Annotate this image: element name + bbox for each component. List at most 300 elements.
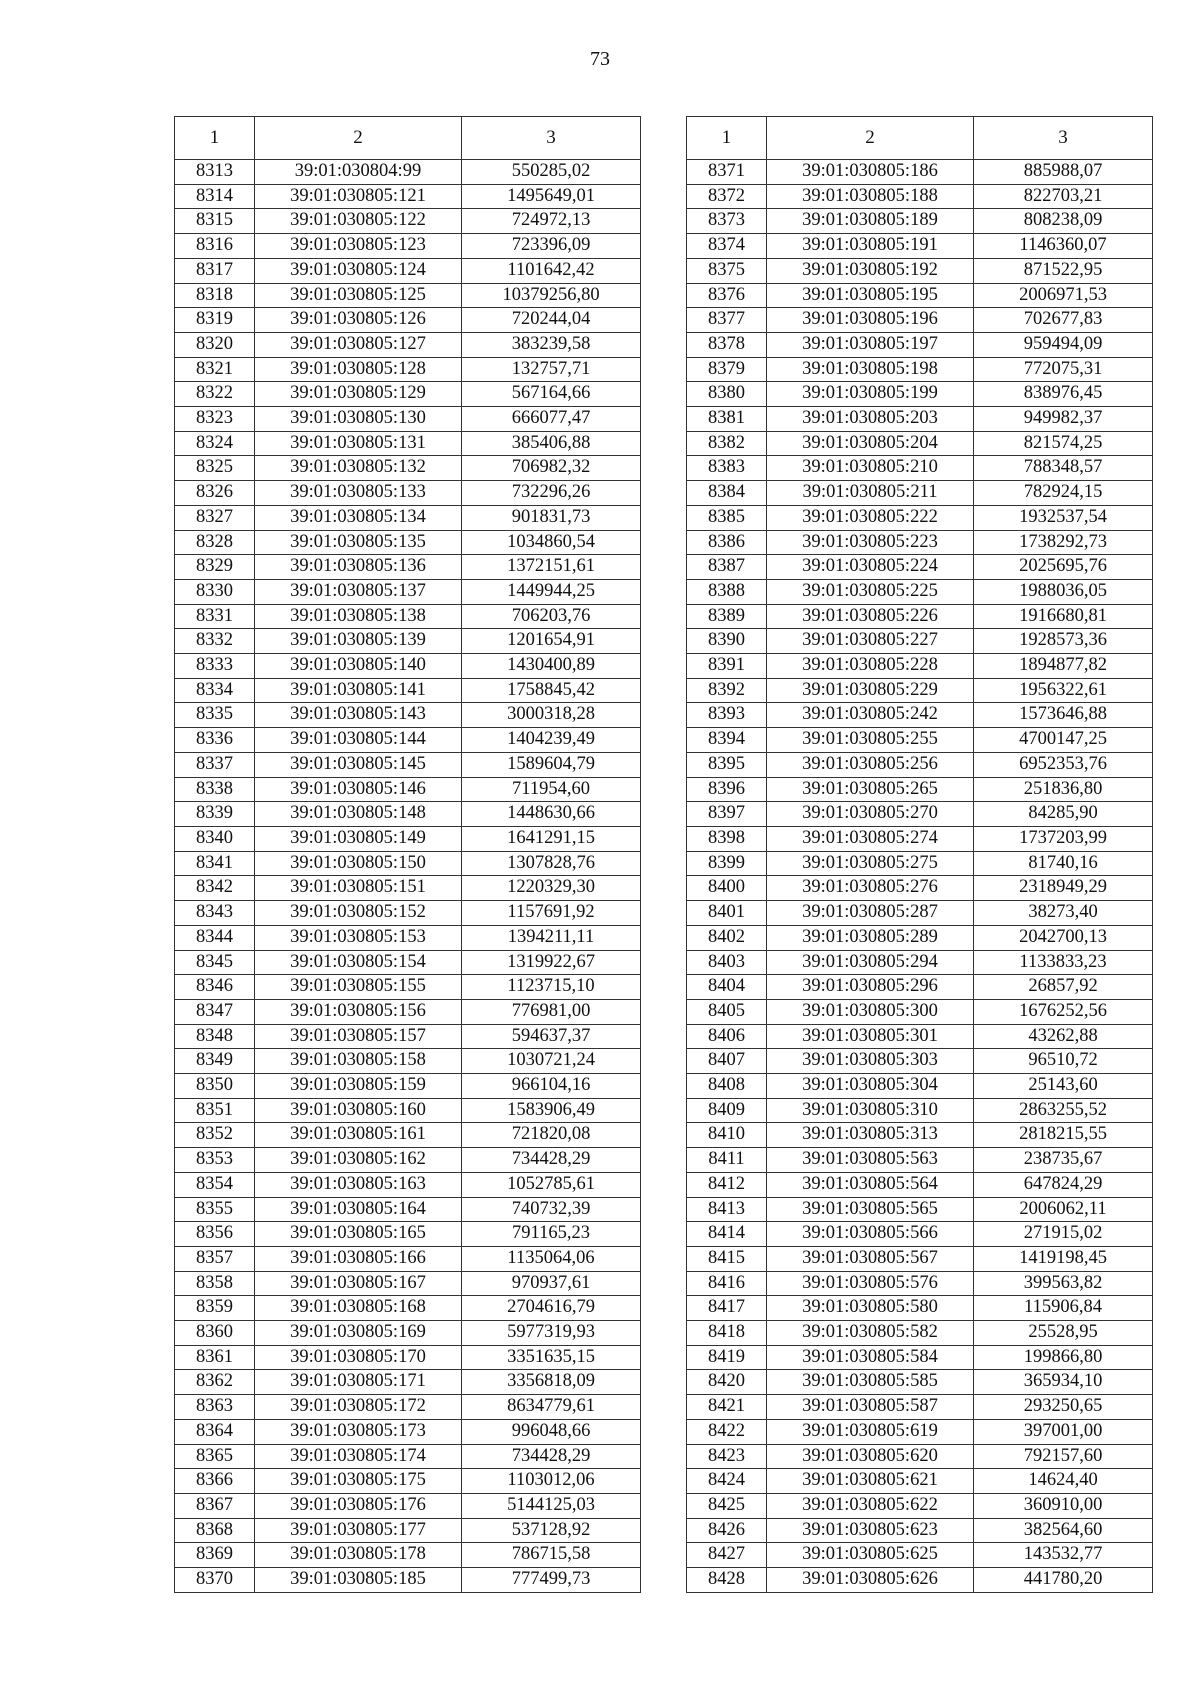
value-cell: 1372151,61: [462, 555, 641, 580]
table-row: [687, 283, 1153, 308]
value-cell: 26857,92: [974, 975, 1153, 1000]
table-row: [687, 802, 1153, 827]
cadastral-number-cell: 39:01:030805:274: [767, 826, 974, 851]
value-cell: 132757,71: [462, 357, 641, 382]
table-row: [175, 654, 641, 679]
cadastral-number-cell: 39:01:030805:265: [767, 777, 974, 802]
row-number-cell: 8333: [175, 654, 255, 679]
cadastral-number-cell: 39:01:030805:198: [767, 357, 974, 382]
table-row: [175, 431, 641, 456]
cadastral-number-cell: 39:01:030805:227: [767, 629, 974, 654]
cadastral-number-cell: 39:01:030805:197: [767, 332, 974, 357]
cadastral-number-cell: 39:01:030805:133: [255, 481, 462, 506]
value-cell: 808238,09: [974, 209, 1153, 234]
value-cell: 96510,72: [974, 1049, 1153, 1074]
table-row: [175, 579, 641, 604]
value-cell: 1101642,42: [462, 258, 641, 283]
table-row: [687, 357, 1153, 382]
value-cell: 706982,32: [462, 456, 641, 481]
cadastral-number-cell: 39:01:030805:621: [767, 1469, 974, 1494]
cadastral-number-cell: 39:01:030805:275: [767, 851, 974, 876]
value-cell: 772075,31: [974, 357, 1153, 382]
row-number-cell: 8349: [175, 1049, 255, 1074]
row-number-cell: 8410: [687, 1123, 767, 1148]
value-cell: 1988036,05: [974, 579, 1153, 604]
table-row: [175, 901, 641, 926]
table-row: [175, 629, 641, 654]
table-row: [175, 950, 641, 975]
cadastral-number-cell: 39:01:030805:584: [767, 1345, 974, 1370]
row-number-cell: 8373: [687, 209, 767, 234]
value-cell: 5977319,93: [462, 1321, 641, 1346]
value-cell: 1676252,56: [974, 999, 1153, 1024]
value-cell: 666077,47: [462, 407, 641, 432]
table-row: [175, 283, 641, 308]
cadastral-number-cell: 39:01:030805:229: [767, 678, 974, 703]
table-row: [175, 555, 641, 580]
cadastral-number-cell: 39:01:030805:153: [255, 925, 462, 950]
cadastral-number-cell: 39:01:030805:164: [255, 1197, 462, 1222]
value-cell: 115906,84: [974, 1296, 1153, 1321]
cadastral-number-cell: 39:01:030805:131: [255, 431, 462, 456]
row-number-cell: 8318: [175, 283, 255, 308]
cadastral-number-cell: 39:01:030805:146: [255, 777, 462, 802]
row-number-cell: 8364: [175, 1419, 255, 1444]
right-table-body: [687, 160, 1153, 1593]
cadastral-number-cell: 39:01:030805:134: [255, 505, 462, 530]
cadastral-number-cell: 39:01:030805:196: [767, 308, 974, 333]
cadastral-number-cell: 39:01:030805:225: [767, 579, 974, 604]
table-row: [175, 1518, 641, 1543]
row-number-cell: 8322: [175, 382, 255, 407]
cadastral-number-cell: 39:01:030805:126: [255, 308, 462, 333]
value-cell: 1133833,23: [974, 950, 1153, 975]
value-cell: 1034860,54: [462, 530, 641, 555]
cadastral-number-cell: 39:01:030805:619: [767, 1419, 974, 1444]
table-row: [687, 851, 1153, 876]
row-number-cell: 8389: [687, 604, 767, 629]
column-header-1: 1: [687, 117, 767, 160]
cadastral-number-cell: 39:01:030805:222: [767, 505, 974, 530]
value-cell: 792157,60: [974, 1444, 1153, 1469]
table-row: [687, 1296, 1153, 1321]
cadastral-number-cell: 39:01:030805:625: [767, 1543, 974, 1568]
table-row: [175, 505, 641, 530]
row-number-cell: 8340: [175, 826, 255, 851]
table-row: [687, 678, 1153, 703]
table-row: [687, 752, 1153, 777]
cadastral-number-cell: 39:01:030805:296: [767, 975, 974, 1000]
row-number-cell: 8407: [687, 1049, 767, 1074]
row-number-cell: 8348: [175, 1024, 255, 1049]
value-cell: 901831,73: [462, 505, 641, 530]
table-row: [687, 728, 1153, 753]
table-row: [687, 1222, 1153, 1247]
table-row: [175, 357, 641, 382]
row-number-cell: 8313: [175, 160, 255, 185]
table-row: [175, 258, 641, 283]
row-number-cell: 8316: [175, 234, 255, 259]
value-cell: 791165,23: [462, 1222, 641, 1247]
value-cell: 1932537,54: [974, 505, 1153, 530]
table-row: [175, 703, 641, 728]
row-number-cell: 8339: [175, 802, 255, 827]
table-row: [687, 530, 1153, 555]
row-number-cell: 8324: [175, 431, 255, 456]
row-number-cell: 8409: [687, 1098, 767, 1123]
cadastral-number-cell: 39:01:030805:186: [767, 160, 974, 185]
row-number-cell: 8400: [687, 876, 767, 901]
row-number-cell: 8392: [687, 678, 767, 703]
cadastral-number-cell: 39:01:030805:144: [255, 728, 462, 753]
cadastral-number-cell: 39:01:030805:242: [767, 703, 974, 728]
row-number-cell: 8338: [175, 777, 255, 802]
cadastral-number-cell: 39:01:030805:140: [255, 654, 462, 679]
row-number-cell: 8353: [175, 1148, 255, 1173]
value-cell: 2025695,76: [974, 555, 1153, 580]
table-row: [175, 999, 641, 1024]
value-cell: 25143,60: [974, 1074, 1153, 1099]
value-cell: 1307828,76: [462, 851, 641, 876]
value-cell: 1220329,30: [462, 876, 641, 901]
table-row: [175, 382, 641, 407]
cadastral-number-cell: 39:01:030805:148: [255, 802, 462, 827]
value-cell: 10379256,80: [462, 283, 641, 308]
table-row: [175, 1296, 641, 1321]
value-cell: 1157691,92: [462, 901, 641, 926]
column-header-2: 2: [255, 117, 462, 160]
value-cell: 1738292,73: [974, 530, 1153, 555]
value-cell: 822703,21: [974, 184, 1153, 209]
row-number-cell: 8371: [687, 160, 767, 185]
table-row: [687, 481, 1153, 506]
value-cell: 3351635,15: [462, 1345, 641, 1370]
table-row: [687, 1123, 1153, 1148]
value-cell: 8634779,61: [462, 1395, 641, 1420]
table-row: [175, 209, 641, 234]
row-number-cell: 8417: [687, 1296, 767, 1321]
table-row: [175, 1222, 641, 1247]
cadastral-number-cell: 39:01:030805:313: [767, 1123, 974, 1148]
value-cell: 1135064,06: [462, 1246, 641, 1271]
row-number-cell: 8378: [687, 332, 767, 357]
row-number-cell: 8337: [175, 752, 255, 777]
row-number-cell: 8399: [687, 851, 767, 876]
row-number-cell: 8411: [687, 1148, 767, 1173]
table-row: [687, 1469, 1153, 1494]
value-cell: 996048,66: [462, 1419, 641, 1444]
table-row: [175, 1246, 641, 1271]
value-cell: 1030721,24: [462, 1049, 641, 1074]
row-number-cell: 8387: [687, 555, 767, 580]
value-cell: 1495649,01: [462, 184, 641, 209]
value-cell: 734428,29: [462, 1148, 641, 1173]
table-row: [687, 308, 1153, 333]
table-row: [687, 1049, 1153, 1074]
table-row: [175, 1543, 641, 1568]
value-cell: 1394211,11: [462, 925, 641, 950]
table-row: [687, 579, 1153, 604]
table-row: [175, 1493, 641, 1518]
cadastral-number-cell: 39:01:030805:185: [255, 1568, 462, 1593]
table-row: [687, 234, 1153, 259]
row-number-cell: 8355: [175, 1197, 255, 1222]
table-row: [687, 950, 1153, 975]
value-cell: 14624,40: [974, 1469, 1153, 1494]
cadastral-number-cell: 39:01:030805:203: [767, 407, 974, 432]
value-cell: 777499,73: [462, 1568, 641, 1593]
row-number-cell: 8358: [175, 1271, 255, 1296]
table-row: [687, 456, 1153, 481]
table-row: [687, 1074, 1153, 1099]
value-cell: 702677,83: [974, 308, 1153, 333]
cadastral-number-cell: 39:01:030805:204: [767, 431, 974, 456]
table-row: [175, 728, 641, 753]
table-row: [687, 975, 1153, 1000]
value-cell: 1737203,99: [974, 826, 1153, 851]
table-row: [175, 1345, 641, 1370]
value-cell: 1430400,89: [462, 654, 641, 679]
cadastral-number-cell: 39:01:030805:177: [255, 1518, 462, 1543]
header-row: [175, 117, 641, 160]
cadastral-number-cell: 39:01:030805:566: [767, 1222, 974, 1247]
value-cell: 1916680,81: [974, 604, 1153, 629]
value-cell: 1758845,42: [462, 678, 641, 703]
table-row: [687, 876, 1153, 901]
row-number-cell: 8383: [687, 456, 767, 481]
row-number-cell: 8390: [687, 629, 767, 654]
cadastral-number-cell: 39:01:030805:188: [767, 184, 974, 209]
value-cell: 385406,88: [462, 431, 641, 456]
value-cell: 3356818,09: [462, 1370, 641, 1395]
row-number-cell: 8386: [687, 530, 767, 555]
table-row: [687, 431, 1153, 456]
row-number-cell: 8413: [687, 1197, 767, 1222]
row-number-cell: 8379: [687, 357, 767, 382]
cadastral-number-cell: 39:01:030805:173: [255, 1419, 462, 1444]
value-cell: 38273,40: [974, 901, 1153, 926]
cadastral-number-cell: 39:01:030805:580: [767, 1296, 974, 1321]
value-cell: 1052785,61: [462, 1172, 641, 1197]
value-cell: 871522,95: [974, 258, 1153, 283]
table-row: [175, 851, 641, 876]
table-row: [175, 1568, 641, 1593]
table-row: [175, 1271, 641, 1296]
value-cell: 199866,80: [974, 1345, 1153, 1370]
table-row: [175, 876, 641, 901]
cadastral-number-cell: 39:01:030805:155: [255, 975, 462, 1000]
cadastral-number-cell: 39:01:030805:563: [767, 1148, 974, 1173]
cadastral-number-cell: 39:01:030805:211: [767, 481, 974, 506]
row-number-cell: 8391: [687, 654, 767, 679]
cadastral-number-cell: 39:01:030805:170: [255, 1345, 462, 1370]
table-row: [687, 777, 1153, 802]
cadastral-number-cell: 39:01:030805:125: [255, 283, 462, 308]
cadastral-number-cell: 39:01:030805:130: [255, 407, 462, 432]
row-number-cell: 8360: [175, 1321, 255, 1346]
row-number-cell: 8323: [175, 407, 255, 432]
table-row: [687, 160, 1153, 185]
row-number-cell: 8362: [175, 1370, 255, 1395]
value-cell: 399563,82: [974, 1271, 1153, 1296]
row-number-cell: 8346: [175, 975, 255, 1000]
cadastral-number-cell: 39:01:030805:158: [255, 1049, 462, 1074]
table-row: [687, 1568, 1153, 1593]
table-row: [687, 1493, 1153, 1518]
cadastral-number-cell: 39:01:030805:122: [255, 209, 462, 234]
value-cell: 441780,20: [974, 1568, 1153, 1593]
value-cell: 1894877,82: [974, 654, 1153, 679]
value-cell: 724972,13: [462, 209, 641, 234]
row-number-cell: 8343: [175, 901, 255, 926]
value-cell: 723396,09: [462, 234, 641, 259]
value-cell: 6952353,76: [974, 752, 1153, 777]
value-cell: 732296,26: [462, 481, 641, 506]
table-row: [687, 1345, 1153, 1370]
value-cell: 365934,10: [974, 1370, 1153, 1395]
table-row: [175, 184, 641, 209]
table-row: [175, 1098, 641, 1123]
table-row: [175, 975, 641, 1000]
table-row: [175, 802, 641, 827]
cadastral-number-cell: 39:01:030805:160: [255, 1098, 462, 1123]
value-cell: 786715,58: [462, 1543, 641, 1568]
cadastral-number-cell: 39:01:030805:157: [255, 1024, 462, 1049]
value-cell: 711954,60: [462, 777, 641, 802]
row-number-cell: 8402: [687, 925, 767, 950]
value-cell: 2006971,53: [974, 283, 1153, 308]
row-number-cell: 8420: [687, 1370, 767, 1395]
cadastral-number-cell: 39:01:030805:192: [767, 258, 974, 283]
value-cell: 1201654,91: [462, 629, 641, 654]
value-cell: 360910,00: [974, 1493, 1153, 1518]
cadastral-number-cell: 39:01:030805:178: [255, 1543, 462, 1568]
value-cell: 397001,00: [974, 1419, 1153, 1444]
cadastral-number-cell: 39:01:030805:123: [255, 234, 462, 259]
value-cell: 5144125,03: [462, 1493, 641, 1518]
cadastral-number-cell: 39:01:030805:287: [767, 901, 974, 926]
row-number-cell: 8365: [175, 1444, 255, 1469]
row-number-cell: 8317: [175, 258, 255, 283]
value-cell: 1419198,45: [974, 1246, 1153, 1271]
cadastral-number-cell: 39:01:030805:124: [255, 258, 462, 283]
value-cell: 84285,90: [974, 802, 1153, 827]
table-row: [687, 407, 1153, 432]
row-number-cell: 8326: [175, 481, 255, 506]
cadastral-number-cell: 39:01:030805:135: [255, 530, 462, 555]
cadastral-number-cell: 39:01:030805:620: [767, 1444, 974, 1469]
value-cell: 2704616,79: [462, 1296, 641, 1321]
cadastral-number-cell: 39:01:030805:195: [767, 283, 974, 308]
cadastral-number-cell: 39:01:030805:226: [767, 604, 974, 629]
cadastral-number-cell: 39:01:030805:169: [255, 1321, 462, 1346]
table-row: [175, 1419, 641, 1444]
value-cell: 721820,08: [462, 1123, 641, 1148]
value-cell: 251836,80: [974, 777, 1153, 802]
row-number-cell: 8367: [175, 1493, 255, 1518]
cadastral-number-cell: 39:01:030805:168: [255, 1296, 462, 1321]
table-row: [175, 1469, 641, 1494]
row-number-cell: 8357: [175, 1246, 255, 1271]
column-header-3: 3: [974, 117, 1153, 160]
table-row: [687, 901, 1153, 926]
cadastral-number-cell: 39:01:030805:626: [767, 1568, 974, 1593]
value-cell: 1103012,06: [462, 1469, 641, 1494]
table-row: [687, 1172, 1153, 1197]
row-number-cell: 8332: [175, 629, 255, 654]
cadastral-number-cell: 39:01:030805:159: [255, 1074, 462, 1099]
row-number-cell: 8319: [175, 308, 255, 333]
row-number-cell: 8341: [175, 851, 255, 876]
page-number: 73: [590, 48, 610, 70]
row-number-cell: 8344: [175, 925, 255, 950]
cadastral-number-cell: 39:01:030805:303: [767, 1049, 974, 1074]
table-row: [687, 1321, 1153, 1346]
row-number-cell: 8321: [175, 357, 255, 382]
cadastral-number-cell: 39:01:030805:162: [255, 1148, 462, 1173]
value-cell: 970937,61: [462, 1271, 641, 1296]
value-cell: 706203,76: [462, 604, 641, 629]
cadastral-number-cell: 39:01:030805:622: [767, 1493, 974, 1518]
cadastral-number-cell: 39:01:030805:176: [255, 1493, 462, 1518]
value-cell: 4700147,25: [974, 728, 1153, 753]
table-row: [687, 1518, 1153, 1543]
cadastral-number-cell: 39:01:030805:139: [255, 629, 462, 654]
row-number-cell: 8426: [687, 1518, 767, 1543]
table-row: [175, 777, 641, 802]
table-row: [687, 1246, 1153, 1271]
row-number-cell: 8382: [687, 431, 767, 456]
value-cell: 594637,37: [462, 1024, 641, 1049]
value-cell: 382564,60: [974, 1518, 1153, 1543]
row-number-cell: 8331: [175, 604, 255, 629]
value-cell: 1448630,66: [462, 802, 641, 827]
value-cell: 966104,16: [462, 1074, 641, 1099]
row-number-cell: 8423: [687, 1444, 767, 1469]
table-row: [687, 184, 1153, 209]
row-number-cell: 8412: [687, 1172, 767, 1197]
table-row: [687, 826, 1153, 851]
value-cell: 43262,88: [974, 1024, 1153, 1049]
table-row: [175, 308, 641, 333]
row-number-cell: 8418: [687, 1321, 767, 1346]
value-cell: 776981,00: [462, 999, 641, 1024]
cadastral-number-cell: 39:01:030805:127: [255, 332, 462, 357]
cadastral-number-cell: 39:01:030805:141: [255, 678, 462, 703]
table-row: [687, 258, 1153, 283]
row-number-cell: 8394: [687, 728, 767, 753]
cadastral-number-cell: 39:01:030805:152: [255, 901, 462, 926]
cadastral-number-cell: 39:01:030805:228: [767, 654, 974, 679]
cadastral-number-cell: 39:01:030805:138: [255, 604, 462, 629]
cadastral-number-cell: 39:01:030805:163: [255, 1172, 462, 1197]
value-cell: 838976,45: [974, 382, 1153, 407]
table-row: [175, 1197, 641, 1222]
cadastral-number-cell: 39:01:030805:276: [767, 876, 974, 901]
cadastral-number-cell: 39:01:030805:143: [255, 703, 462, 728]
row-number-cell: 8359: [175, 1296, 255, 1321]
value-cell: 782924,15: [974, 481, 1153, 506]
table-row: [687, 1148, 1153, 1173]
table-row: [175, 332, 641, 357]
table-row: [175, 1370, 641, 1395]
table-row: [175, 752, 641, 777]
row-number-cell: 8372: [687, 184, 767, 209]
cadastral-number-cell: 39:01:030805:154: [255, 950, 462, 975]
value-cell: 2818215,55: [974, 1123, 1153, 1148]
cadastral-number-cell: 39:01:030805:150: [255, 851, 462, 876]
cadastral-number-cell: 39:01:030805:149: [255, 826, 462, 851]
